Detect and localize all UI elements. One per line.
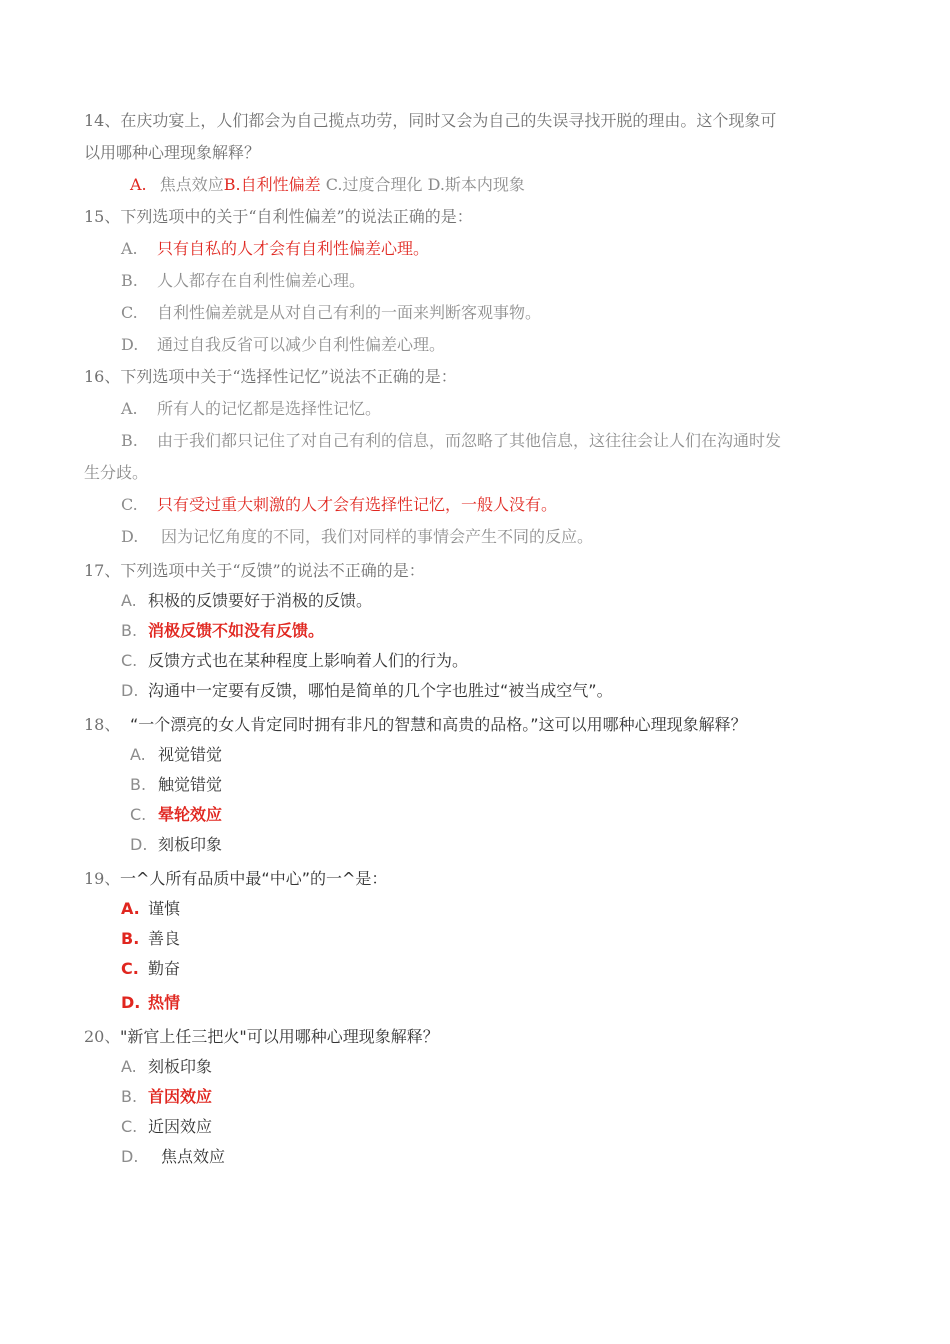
option-text: 近因效应	[148, 1117, 213, 1136]
option-label: B.	[121, 1087, 138, 1106]
option-text: 触觉错觉	[158, 775, 223, 794]
option-text: 沟通中一定要有反馈，哪怕是简单的几个字也胜过“被当成空气”。	[148, 681, 613, 700]
option-label: A.	[130, 745, 146, 764]
option-text: 由于我们都只记住了对自己有利的信息，而忽略了其他信息，这往往会让人们在沟通时发	[157, 431, 782, 450]
option-text: 善良	[148, 929, 181, 948]
q19-stem-line	[84, 867, 387, 892]
q16-option-c	[121, 493, 557, 517]
option-text: 刻板印象	[158, 835, 223, 854]
option-text: 人人都存在自利性偏差心理。	[157, 271, 366, 290]
q17-option-a	[121, 589, 372, 613]
option-label-answer: C.	[121, 959, 139, 978]
option-label: C.	[121, 1117, 138, 1136]
q16-stem: 16、下列选项中关于“选择性记忆”说法不正确的是：	[84, 367, 457, 386]
q16-option-a	[121, 397, 381, 421]
option-label-answer: D.	[121, 993, 141, 1012]
option-text: 视觉错觉	[158, 745, 223, 764]
option-label: C.	[121, 651, 138, 670]
q19-option-c	[121, 957, 180, 981]
q20-option-d	[121, 1145, 225, 1169]
option-label: D.	[121, 527, 139, 546]
option-label: A.	[121, 1057, 137, 1076]
q14-option-a-label: A.	[130, 175, 147, 194]
option-label: D.	[130, 835, 148, 854]
q18-option-b	[130, 773, 222, 797]
q18-number: 18、	[84, 715, 121, 734]
q19-stem: 一^人所有品质中最“中心”的一^是：	[120, 869, 388, 888]
option-label: D.	[121, 335, 139, 354]
q18-option-c	[130, 803, 222, 827]
q14-option-c: C.过度合理化	[325, 175, 423, 194]
option-label: A.	[121, 591, 137, 610]
q18-stem-line	[84, 713, 747, 738]
option-label: A.	[121, 239, 138, 258]
option-label: B.	[130, 775, 147, 794]
q19-option-d-answer-text: 热情	[148, 993, 181, 1012]
q16-option-d	[121, 525, 593, 549]
q20-stem: "新官上任三把火"可以用哪种心理现象解释？	[120, 1027, 439, 1046]
q17-option-b	[121, 619, 324, 643]
option-label: D.	[121, 681, 139, 700]
option-label: B.	[121, 431, 138, 450]
q17-option-b-answer-text: 消极反馈不如没有反馈。	[148, 621, 325, 640]
q14-stem-line2: 以用哪种心理现象解释？	[84, 143, 261, 162]
option-label: B.	[121, 271, 138, 290]
q15-option-d	[121, 333, 445, 357]
option-text: 通过自我反省可以减少自利性偏差心理。	[157, 335, 446, 354]
option-label: D.	[121, 1147, 139, 1166]
option-text: 所有人的记忆都是选择性记忆。	[157, 399, 382, 418]
option-label-answer: A.	[121, 899, 140, 918]
q19-number: 19、	[84, 869, 121, 888]
option-text: 积极的反馈要好于消极的反馈。	[148, 591, 373, 610]
q18-option-d	[130, 833, 222, 857]
q14-option-b-answer: B.自利性偏差	[223, 175, 321, 194]
q18-option-a	[130, 743, 222, 767]
q15-option-a-answer-text: 只有自私的人才会有自利性偏差心理。	[157, 239, 430, 258]
q15-stem: 15、下列选项中的关于“自利性偏差”的说法正确的是：	[84, 207, 473, 226]
q14-stem-line1: 14、在庆功宴上，人们都会为自己揽点功劳，同时又会为自己的失误寻找开脱的理由。这个现象可	[84, 111, 777, 130]
option-text: 因为记忆角度的不同，我们对同样的事情会产生不同的反应。	[161, 527, 594, 546]
q19-option-a	[121, 897, 180, 921]
q17-option-d	[121, 679, 613, 703]
q15-option-c	[121, 301, 541, 325]
q14-options-line	[130, 173, 525, 197]
q16-option-c-answer-text: 只有受过重大刺激的人才会有选择性记忆，一般人没有。	[157, 495, 558, 514]
option-text: 勤奋	[148, 959, 181, 978]
option-label: A.	[121, 399, 138, 418]
q14-option-a-text: 焦点效应	[159, 175, 224, 194]
q20-stem-line	[84, 1025, 439, 1050]
option-label-answer: B.	[121, 929, 140, 948]
q18-stem: “一个漂亮的女人肯定同时拥有非凡的智慧和高贵的品格。”这可以用哪种心理现象解释？	[130, 715, 747, 734]
q15-option-a	[121, 237, 429, 261]
q16-option-b	[121, 429, 781, 453]
q20-option-b	[121, 1085, 212, 1109]
q20-number: 20、	[84, 1027, 121, 1046]
q20-option-c	[121, 1115, 212, 1139]
option-text: 谨慎	[148, 899, 181, 918]
option-label: C.	[121, 495, 138, 514]
q15-option-b	[121, 269, 365, 293]
option-label: C.	[130, 805, 147, 824]
q19-option-b	[121, 927, 180, 951]
q18-option-c-answer-text: 晕轮效应	[158, 805, 223, 824]
option-label: C.	[121, 303, 138, 322]
q20-option-b-answer-text: 首因效应	[148, 1087, 213, 1106]
q16-option-b-continuation: 生分歧。	[84, 463, 149, 482]
option-text: 焦点效应	[161, 1147, 226, 1166]
q17-stem: 17、下列选项中关于“反馈”的说法不正确的是：	[84, 561, 425, 580]
q17-option-c	[121, 649, 468, 673]
option-text: 刻板印象	[148, 1057, 213, 1076]
q19-option-d	[121, 991, 180, 1015]
q14-option-d: D.斯本内现象	[427, 175, 525, 194]
option-text: 自利性偏差就是从对自己有利的一面来判断客观事物。	[157, 303, 542, 322]
option-text: 反馈方式也在某种程度上影响着人们的行为。	[148, 651, 469, 670]
q20-option-a	[121, 1055, 212, 1079]
option-label: B.	[121, 621, 138, 640]
